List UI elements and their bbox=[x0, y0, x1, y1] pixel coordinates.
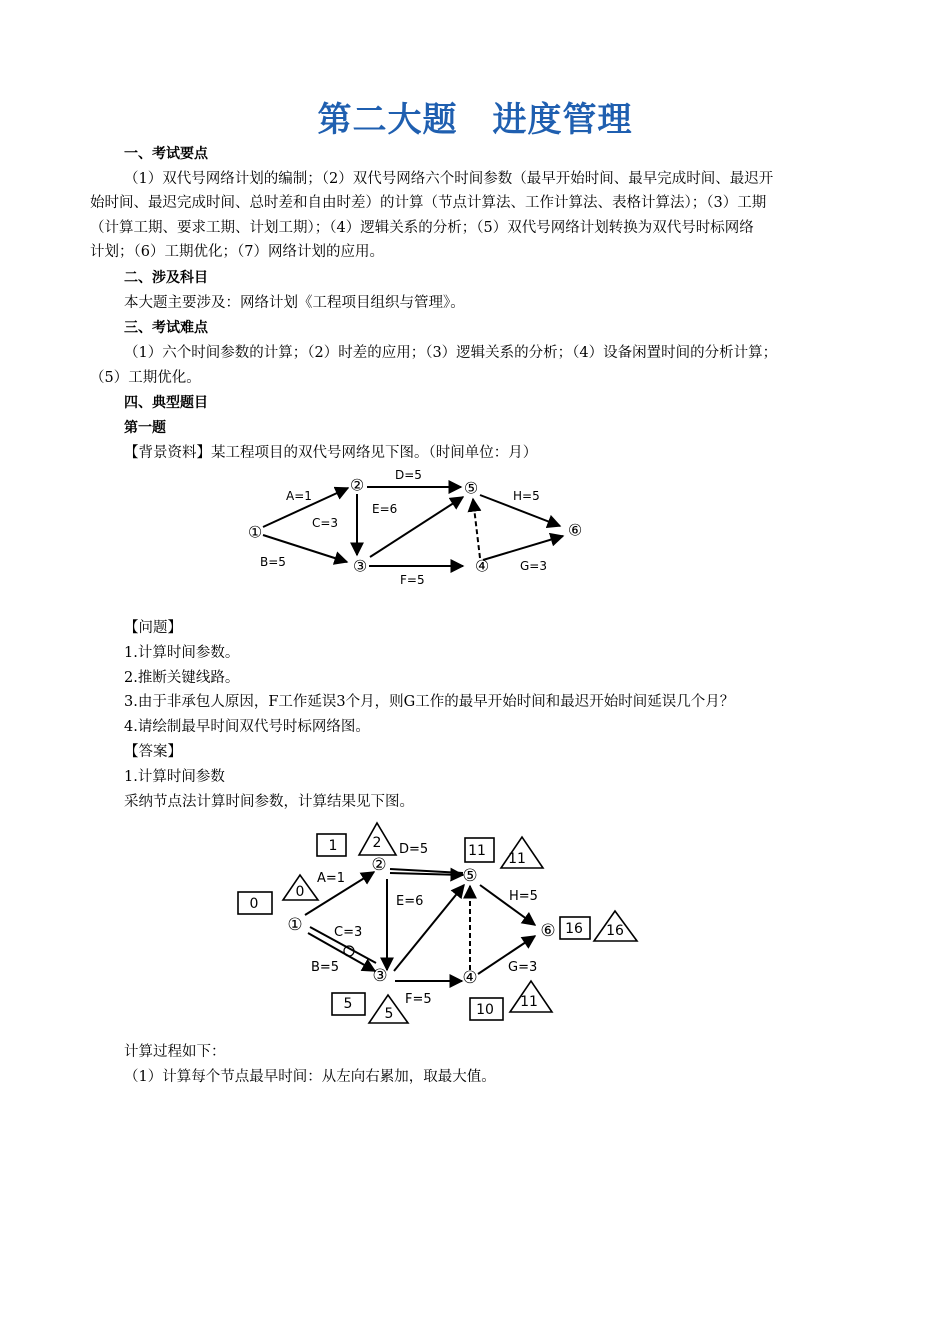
node-3: ③ bbox=[352, 556, 368, 576]
calculation-step: （1）计算每个节点最早时间：从左向右累加，取最大值。 bbox=[124, 1069, 496, 1085]
node-4: ④ bbox=[462, 968, 478, 988]
earliest-time-n1: 0 bbox=[249, 896, 259, 912]
question-item: 4.请绘制最早时间双代号时标网络图。 bbox=[124, 719, 370, 735]
latest-time-n4: 11 bbox=[520, 994, 538, 1010]
activity-h-label: H=5 bbox=[509, 889, 538, 904]
latest-time-n2: 2 bbox=[372, 835, 382, 851]
question-item: 3.由于非承包人原因，F工作延误3个月，则G工作的最早开始时间和最迟开始时间延误几个月？ bbox=[124, 694, 735, 710]
activity-e-label: E=6 bbox=[396, 894, 424, 909]
network-diagram-with-times bbox=[230, 815, 650, 1030]
node-5: ⑤ bbox=[462, 866, 478, 886]
node-1: ① bbox=[247, 522, 263, 542]
activity-a-label: A=1 bbox=[286, 489, 312, 503]
activity-b-label: B=5 bbox=[311, 960, 340, 975]
question-item: 2.推断关键线路。 bbox=[124, 670, 240, 686]
node-2: ② bbox=[371, 855, 387, 875]
paragraph-line: （1）双代号网络计划的编制；（2）双代号网络六个时间参数（最早开始时间、最早完成时间、最迟开 bbox=[124, 171, 774, 187]
dummy-arrow bbox=[473, 499, 480, 558]
activity-b-label: B=5 bbox=[260, 555, 286, 569]
questions-heading: 【问题】 bbox=[124, 620, 182, 636]
calculation-heading: 计算过程如下： bbox=[124, 1044, 226, 1060]
paragraph-line: （计算工期、要求工期、计划工期）；（4）逻辑关系的分析；（5）双代号网络计划转换为双代号时标网络 bbox=[90, 220, 754, 236]
network-diagram bbox=[230, 462, 610, 592]
activity-c-label: C=3 bbox=[312, 516, 339, 530]
answer-heading: 【答案】 bbox=[124, 744, 182, 760]
node-4: ④ bbox=[474, 556, 490, 576]
answer-item: 1.计算时间参数 bbox=[124, 769, 225, 785]
paragraph-line: （5）工期优化。 bbox=[90, 370, 201, 386]
latest-time-n5: 11 bbox=[508, 851, 526, 867]
node-5: ⑤ bbox=[463, 478, 479, 498]
node-6: ⑥ bbox=[567, 520, 583, 540]
activity-e-label: E=6 bbox=[372, 502, 398, 516]
paragraph-line: 本大题主要涉及：网络计划《工程项目组织与管理》。 bbox=[124, 295, 465, 311]
question-1-heading: 第一题 bbox=[124, 420, 166, 436]
activity-d-label: D=5 bbox=[399, 842, 429, 857]
section-heading-exam-points: 一、考试要点 bbox=[124, 146, 208, 162]
background-text: 【背景资料】某工程项目的双代号网络见下图。（时间单位：月） bbox=[124, 445, 538, 461]
paragraph-line: 始时间、最迟完成时间、总时差和自由时差）的计算（节点计算法、工作计算法、表格计算法）；（3）工期 bbox=[90, 195, 767, 211]
earliest-time-n2: 1 bbox=[328, 838, 338, 854]
activity-f-label: F=5 bbox=[400, 573, 425, 587]
page-title: 第二大题 进度管理 bbox=[317, 100, 633, 140]
activity-d-label: D=5 bbox=[395, 468, 422, 482]
earliest-time-n3: 5 bbox=[343, 996, 353, 1012]
section-heading-typical: 四、典型题目 bbox=[124, 395, 208, 411]
latest-time-n6: 16 bbox=[606, 923, 624, 939]
earliest-time-n6: 16 bbox=[565, 921, 583, 937]
node-6: ⑥ bbox=[540, 921, 556, 941]
activity-f-label: F=5 bbox=[405, 992, 432, 1007]
activity-a-label: A=1 bbox=[317, 871, 346, 886]
earliest-time-n4: 10 bbox=[476, 1002, 494, 1018]
node-3: ③ bbox=[372, 966, 388, 986]
activity-h-label: H=5 bbox=[513, 489, 540, 503]
arrow-g bbox=[483, 536, 563, 560]
node-1: ① bbox=[287, 915, 303, 935]
section-heading-difficulties: 三、考试难点 bbox=[124, 320, 208, 336]
activity-c-label: C=3 bbox=[334, 925, 363, 940]
activity-g-label: G=3 bbox=[520, 559, 547, 573]
section-heading-subjects: 二、涉及科目 bbox=[124, 270, 208, 286]
latest-time-n3: 5 bbox=[384, 1006, 394, 1022]
latest-time-n1: 0 bbox=[295, 884, 305, 900]
question-item: 1.计算时间参数。 bbox=[124, 645, 240, 661]
earliest-time-n5: 11 bbox=[468, 843, 486, 859]
paragraph-line: 计划；（6）工期优化；（7）网络计划的应用。 bbox=[90, 244, 384, 260]
node-2: ② bbox=[349, 475, 365, 495]
answer-description: 采纳节点法计算时间参数，计算结果见下图。 bbox=[124, 794, 414, 810]
paragraph-line: （1）六个时间参数的计算；（2）时差的应用；（3）逻辑关系的分析；（4）设备闲置时间的分析计算； bbox=[124, 345, 778, 361]
activity-g-label: G=3 bbox=[508, 960, 538, 975]
